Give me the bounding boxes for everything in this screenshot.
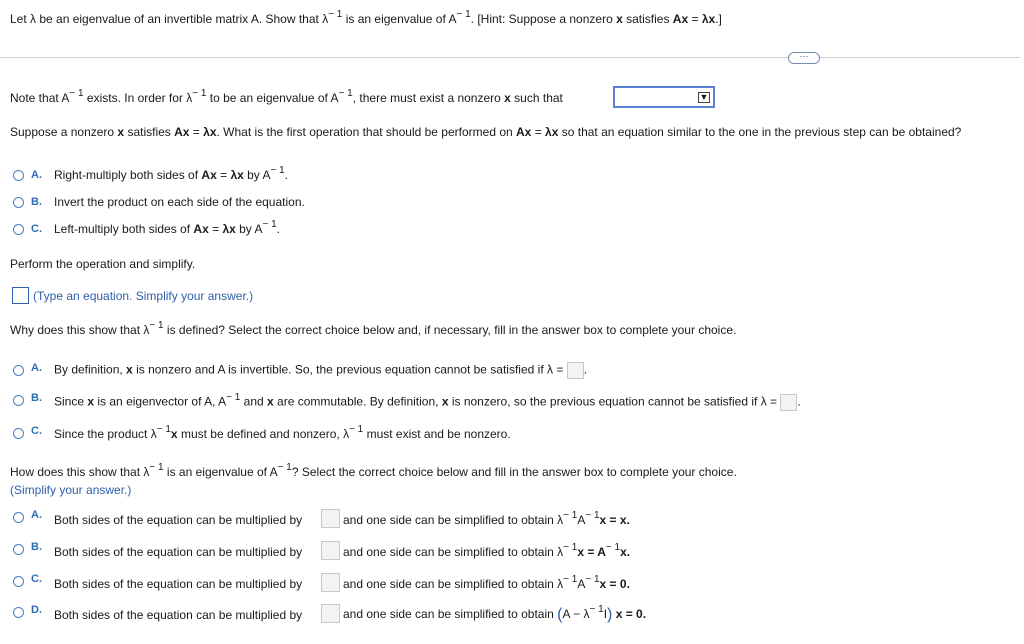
option2-b-letter: B. — [31, 392, 42, 404]
option3-d-result: and one side can be simplified to obtain $(A - \lambda^{- 1}I)$ x = 0. — [343, 604, 647, 623]
why-question: Why does this show that $\lambda^{- 1}$ is defined? Select the correct choice below and, if necessary, fill in the answer box to complete your choice. — [10, 320, 737, 337]
option3-c-text[interactable]: Both sides of the equation can be multiplied by — [54, 577, 303, 591]
radio-option3-a[interactable] — [13, 512, 24, 523]
option1-b-letter: B. — [31, 196, 42, 208]
option3-c-result: and one side can be simplified to obtain $\lambda^{- 1}A^{- 1}x = 0$. — [343, 574, 630, 591]
option2-b-answer-box[interactable] — [780, 394, 797, 411]
radio-option1-b[interactable] — [13, 197, 24, 208]
radio-option3-d[interactable] — [13, 607, 24, 618]
option2-a-answer-box[interactable] — [567, 362, 584, 379]
question-text: Let λ be an eigenvalue of an invertible matrix A. Show that $\lambda^{- 1}$ is an eigenvalue of $A^{- 1}$. [Hint: Suppose a nonzero x satisfies Ax = λx.] — [10, 9, 722, 26]
dropdown-arrow-icon[interactable]: ▼ — [699, 92, 709, 102]
option3-b-result: and one side can be simplified to obtain $\lambda^{- 1}x = A^{- 1}x$. — [343, 542, 631, 559]
option3-b-letter: B. — [31, 541, 42, 553]
radio-option1-a[interactable] — [13, 170, 24, 181]
radio-option3-c[interactable] — [13, 576, 24, 587]
option3-a-result: and one side can be simplified to obtain $\lambda^{- 1}A^{- 1}x = x$. — [343, 510, 630, 527]
option2-b-text[interactable]: Since x is an eigenvector of A, $A^{- 1}$ and x are commutable. By definition, x is nonzero, so the previous equation cannot be satisfied if λ = . — [54, 394, 801, 411]
option3-a-answer-box[interactable] — [321, 509, 340, 528]
radio-option2-a[interactable] — [13, 365, 24, 376]
option1-a-letter: A. — [31, 169, 42, 181]
option3-d-answer-box[interactable] — [321, 604, 340, 623]
option3-d-text[interactable]: Both sides of the equation can be multiplied by — [54, 608, 303, 622]
radio-option1-c[interactable] — [13, 224, 24, 235]
option3-c-answer-box[interactable] — [321, 573, 340, 592]
option1-c-text[interactable]: Left-multiply both sides of Ax = λx by $A^{- 1}$. — [54, 219, 281, 236]
simplify-hint: (Simplify your answer.) — [10, 483, 132, 497]
equation-dropdown[interactable] — [613, 86, 715, 108]
option2-c-text[interactable]: Since the product $\lambda^{- 1}x$ must be defined and nonzero, $\lambda^{- 1}$ must exist and be nonzero. — [54, 424, 511, 441]
option3-c-letter: C. — [31, 573, 42, 585]
option2-c-letter: C. — [31, 425, 42, 437]
option1-c-letter: C. — [31, 223, 42, 235]
radio-option2-c[interactable] — [13, 428, 24, 439]
option3-a-text[interactable]: Both sides of the equation can be multiplied by — [54, 513, 303, 527]
equation-answer-box[interactable] — [12, 287, 29, 304]
option3-a-letter: A. — [31, 509, 42, 521]
option2-a-letter: A. — [31, 362, 42, 374]
how-question: How does this show that $\lambda^{- 1}$ is an eigenvalue of $A^{- 1}$? Select the correct choice below and fill in the answer box to complete your choice. — [10, 462, 737, 479]
perform-instruction: Perform the operation and simplify. — [10, 257, 196, 271]
option2-a-text[interactable]: By definition, x is nonzero and A is invertible. So, the previous equation cannot be satisfied if λ = . — [54, 362, 587, 379]
option1-b-text[interactable]: Invert the product on each side of the equation. — [54, 195, 305, 209]
section-divider — [0, 57, 1020, 58]
step1-text: Note that $A^{- 1}$ exists. In order for $\lambda^{- 1}$ to be an eigenvalue of $A^{- 1}$, there must exist a nonzero x such that — [10, 88, 563, 105]
type-equation-hint: (Type an equation. Simplify your answer.) — [33, 289, 254, 303]
more-options-button[interactable]: ⋯ — [788, 52, 820, 64]
option1-a-text[interactable]: Right-multiply both sides of Ax = λx by $A^{- 1}$. — [54, 165, 289, 182]
radio-option3-b[interactable] — [13, 544, 24, 555]
option3-b-text[interactable]: Both sides of the equation can be multiplied by — [54, 545, 303, 559]
option3-d-letter: D. — [31, 604, 42, 616]
radio-option2-b[interactable] — [13, 395, 24, 406]
step2-question: Suppose a nonzero x satisfies Ax = λx. What is the first operation that should be performed on Ax = λx so that an equation similar to the one in the previous step can be obtained? — [10, 125, 962, 139]
option3-b-answer-box[interactable] — [321, 541, 340, 560]
